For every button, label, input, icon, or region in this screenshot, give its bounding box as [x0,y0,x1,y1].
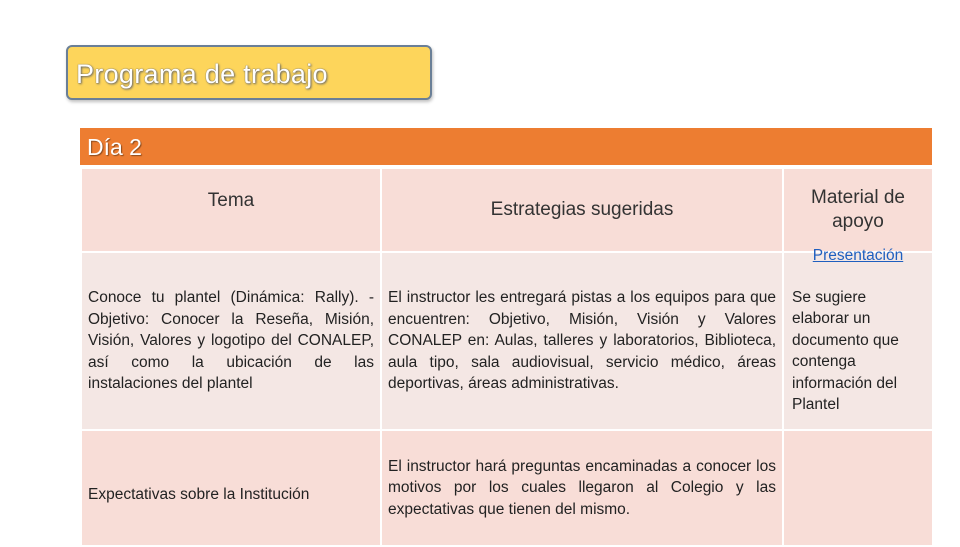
row1-estrategia: El instructor les entregará pistas a los equipos para que encuentren: Objetivo, Misión, Visión y Valores CONALEP en: Aulas, talleres y laboratorios, Biblioteca, aula tipo, sala audiovisual, servicio médico, áreas deportivas, áreas administrativas. [381,252,783,430]
row2-tema: Expectativas sobre la Institución [81,430,381,546]
header-tema: Tema [81,168,381,252]
row1-material [783,247,933,430]
day-header [80,128,932,165]
table-row [81,430,933,546]
table-header-row [81,168,933,252]
program-table [80,167,934,547]
day-label: Día 2 [87,134,142,160]
header-estrategias: Estrategias sugeridas [381,168,783,252]
row2-material [783,430,933,546]
table-row [81,252,933,430]
row1-material-text: Se sugiere elaborar un documento que contenga información del Plantel [792,288,899,413]
slide-title: Programa de trabajo [76,59,328,89]
row1-tema: Conoce tu plantel (Dinámica: Rally). - Objetivo: Conocer la Reseña, Misión, Visión, Valores y logotipo del CONALEP, así como la ubicación de las instalaciones del plantel [81,252,381,430]
header-material: Material de apoyo [783,168,933,252]
presentation-link[interactable]: Presentación [812,247,904,264]
row2-estrategia: El instructor hará preguntas encaminadas a conocer los motivos por los cuales llegaron al Colegio y las expectativas que tienen del mismo. [381,430,783,546]
title-box [66,45,432,100]
